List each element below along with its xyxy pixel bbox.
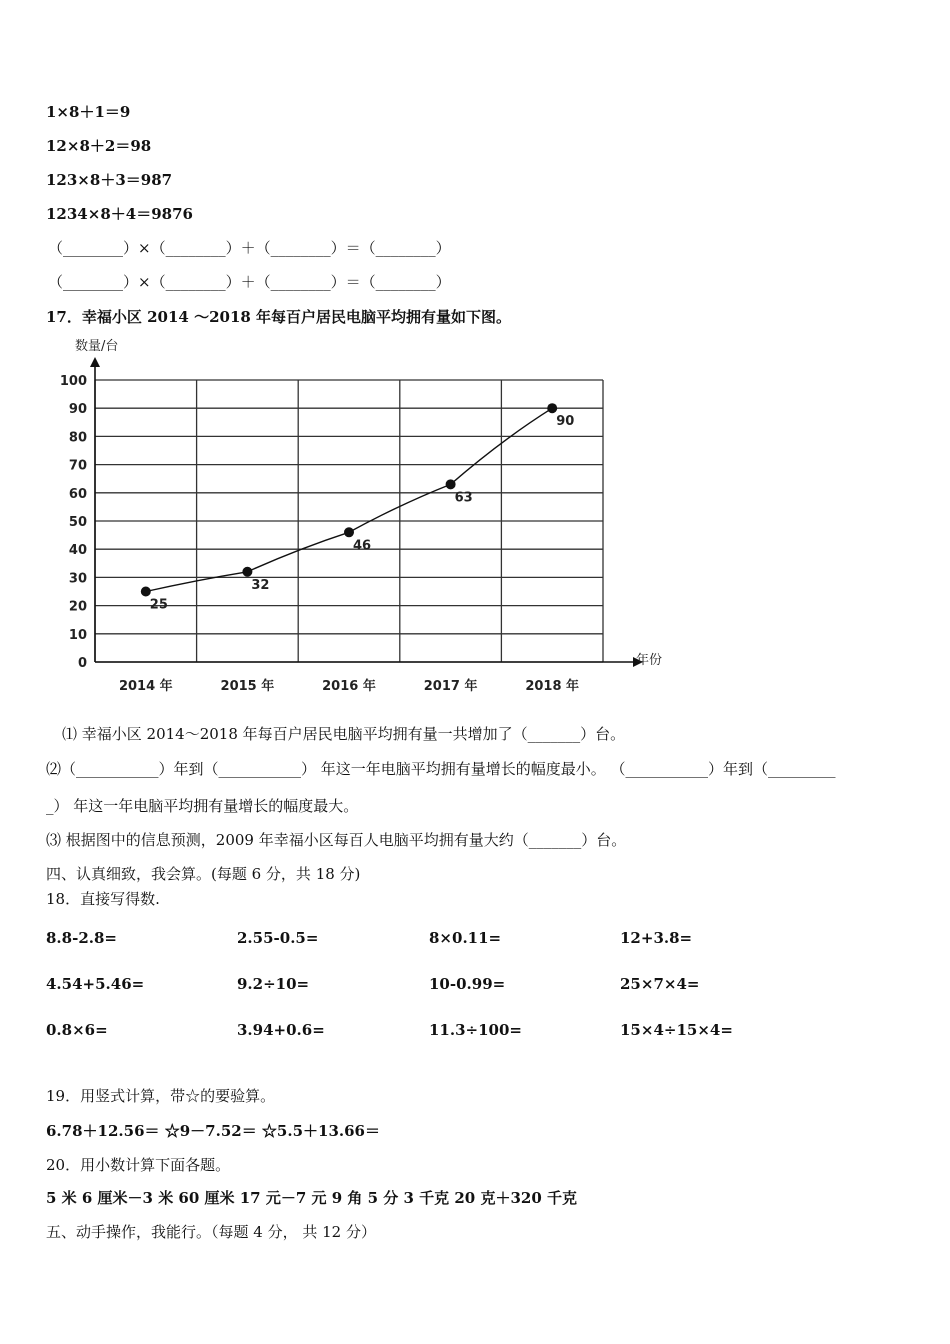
x-tick-label: 2016 年	[322, 679, 376, 694]
x-tick-label: 2017 年	[423, 679, 478, 694]
q20-title: 20．用小数计算下面各题。	[46, 1156, 231, 1174]
y-tick-label: 30	[68, 571, 87, 587]
q18-cell: 9.2÷10=	[237, 975, 310, 993]
y-tick-label: 20	[68, 599, 87, 615]
q17-sub1: ⑴ 幸福小区 2014～2018 年每百户居民电脑平均拥有量一共增加了（_______）台。	[62, 725, 626, 743]
line-chart	[40, 330, 680, 700]
y-tick-label: 0	[77, 656, 87, 671]
q18-cell: 25×7×4=	[620, 975, 700, 993]
y-tick-label: 10	[68, 627, 87, 643]
q17-sub2a: ⑵（___________）年到（___________） 年这一年电脑平均拥有量增长的幅度最小。 （___________）年到（_________	[46, 760, 836, 778]
pattern-line-2: 12×8＋2＝98	[46, 137, 152, 155]
section4-title: 四、认真细致，我会算。(每题 6 分，共 18 分)	[46, 865, 361, 883]
q18-cell: 0.8×6=	[46, 1021, 108, 1039]
section5-title: 五、动手操作，我能行。（每题 4 分， 共 12 分）	[46, 1223, 376, 1241]
y-tick-labels	[60, 374, 87, 671]
data-point	[547, 403, 557, 413]
y-axis-label: 数量/台	[75, 339, 119, 354]
data-point	[242, 567, 252, 577]
data-label: 25	[149, 597, 168, 613]
q18-cell: 11.3÷100=	[429, 1021, 522, 1039]
q19-problems: 6.78＋12.56＝ ☆9－7.52＝ ☆5.5＋13.66＝	[46, 1122, 380, 1140]
y-tick-label: 100	[59, 374, 87, 389]
q18-cell: 3.94+0.6=	[237, 1021, 325, 1039]
y-tick-label: 70	[68, 458, 87, 474]
q18-cell: 2.55-0.5=	[237, 929, 319, 947]
x-tick-label: 2015 年	[220, 679, 275, 694]
q18-cell: 8.8-2.8=	[46, 929, 117, 947]
q20-problems: 5 米 6 厘米－3 米 60 厘米 17 元－7 元 9 角 5 分 3 千克 20 克＋320 千克	[46, 1189, 577, 1207]
data-points	[141, 403, 557, 596]
y-axis-arrow-icon	[90, 357, 100, 367]
series-line-path	[146, 408, 552, 591]
x-tick-labels	[119, 678, 579, 694]
data-point	[446, 479, 456, 489]
y-tick-label: 90	[68, 402, 87, 418]
y-tick-label: 80	[68, 430, 87, 446]
data-point	[141, 587, 151, 597]
q17-sub2b: _） 年这一年电脑平均拥有量增长的幅度最大。	[46, 797, 359, 815]
x-tick-label: 2018 年	[525, 679, 580, 694]
y-tick-label: 60	[68, 486, 87, 502]
q18-title: 18．直接写得数.	[46, 890, 160, 908]
y-tick-label: 50	[68, 515, 87, 530]
q19-title: 19．用竖式计算，带☆的要验算。	[46, 1087, 276, 1105]
q18-cell: 12+3.8=	[620, 929, 693, 947]
chart-axes	[90, 357, 643, 667]
data-label: 90	[556, 414, 575, 430]
pattern-line-4: 1234×8＋4＝9876	[46, 205, 193, 223]
data-label: 63	[454, 490, 473, 506]
data-label: 32	[251, 577, 270, 593]
data-label: 46	[353, 538, 372, 554]
chart-grid	[95, 380, 603, 662]
pattern-blank-row-2: （________）×（________）＋（________）＝（________）	[48, 273, 451, 291]
q18-cell: 4.54+5.46=	[46, 975, 145, 993]
pattern-line-1: 1×8＋1＝9	[46, 103, 131, 121]
x-tick-label: 2014 年	[118, 679, 173, 694]
x-axis-label: 年份	[636, 653, 663, 668]
data-labels	[150, 414, 574, 612]
data-point	[344, 527, 354, 537]
series-line	[146, 408, 552, 591]
q17-sub3: ⑶ 根据图中的信息预测，2009 年幸福小区每百人电脑平均拥有量大约（_______）台。	[46, 831, 627, 849]
q17-title: 17．幸福小区 2014 ～2018 年每百户居民电脑平均拥有量如下图。	[46, 308, 512, 326]
pattern-line-3: 123×8＋3＝987	[46, 171, 173, 189]
pattern-blank-row-1: （________）×（________）＋（________）＝（________）	[48, 239, 451, 257]
y-tick-label: 40	[68, 543, 87, 559]
q18-cell: 15×4÷15×4=	[620, 1021, 733, 1039]
q18-cell: 8×0.11=	[429, 929, 502, 947]
q18-cell: 10-0.99=	[429, 975, 506, 993]
